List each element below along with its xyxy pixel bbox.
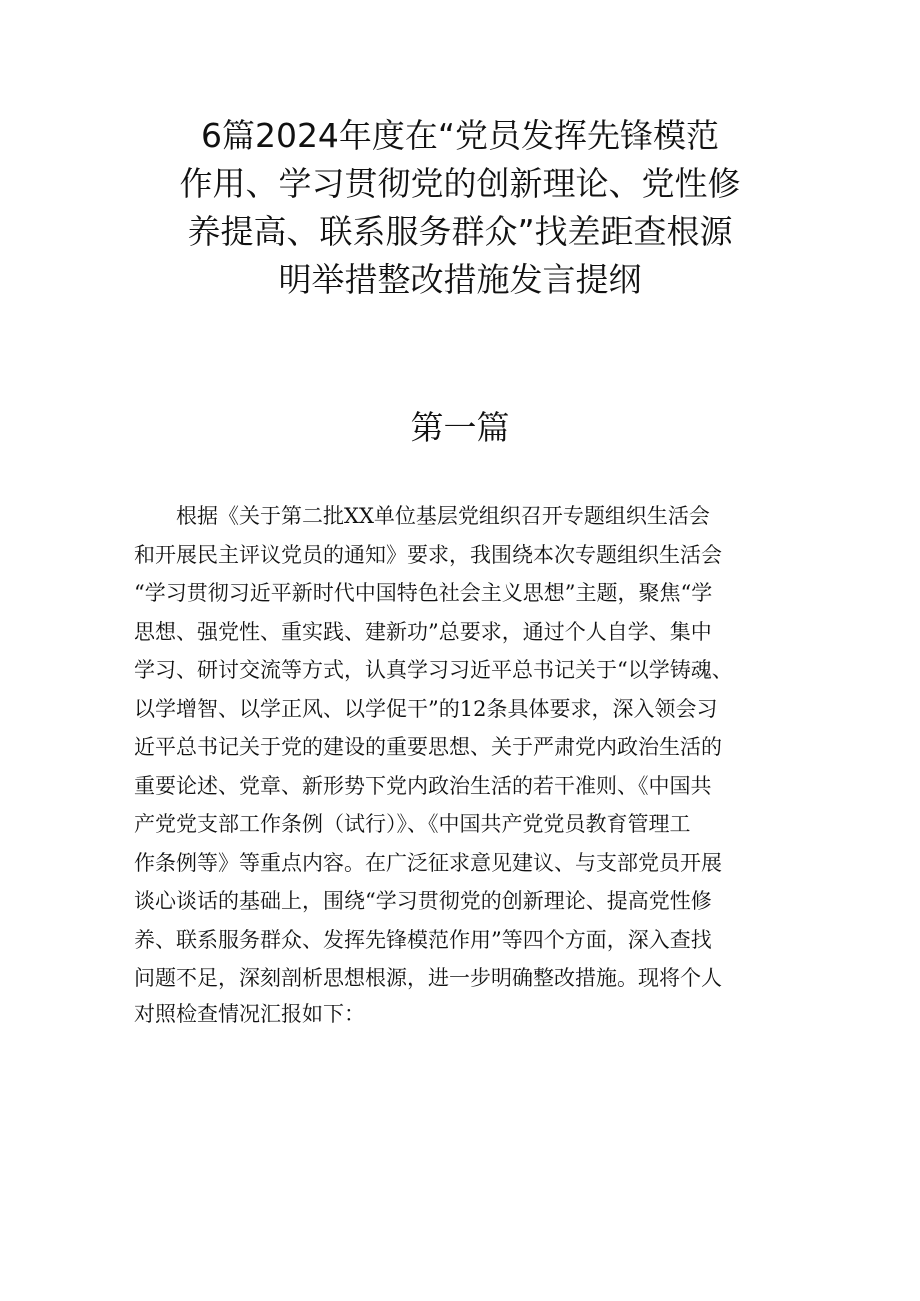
title-line: 6篇2024年度在“党员发挥先锋模范: [200, 116, 720, 155]
title-line: 明举措整改措施发言提纲: [278, 260, 642, 299]
paragraph-line: 问题不足，深刻剖析思想根源，进一步明确整改措施。现将个人: [134, 966, 722, 990]
paragraph-line: 产党党支部工作条例（试行）》、《中国共产党党员教育管理工: [134, 812, 691, 836]
paragraph-line: 养、联系服务群众、发挥先锋模范作用”等四个方面，深入查找: [134, 927, 712, 952]
title-line: 作用、学习贯彻党的创新理论、党性修: [179, 164, 741, 203]
paragraph-line: 和开展民主评议党员的通知》要求，我围绕本次专题组织生活会: [134, 542, 722, 567]
paragraph-line: 以学增智、以学正风、以学促干”的12条具体要求，深入领会习: [134, 696, 718, 721]
paragraph-line: 学习、研讨交流等方式，认真学习习近平总书记关于“以学铸魂、: [134, 658, 733, 682]
paragraph-line: 对照检查情况汇报如下：: [134, 1001, 365, 1026]
paragraph-line: 作条例等》等重点内容。在广泛征求意见建议、与支部党员开展: [134, 850, 722, 875]
document-title: [110, 112, 810, 304]
body-paragraph: [134, 497, 824, 1033]
paragraph-line: 近平总书记关于党的建设的重要思想、关于严肃党内政治生活的: [134, 735, 722, 759]
paragraph-line: “学习贯彻习近平新时代中国特色社会主义思想”主题，聚焦“学: [134, 581, 713, 605]
section-heading: 第一篇: [410, 408, 510, 447]
paragraph-line: 思想、强党性、重实践、建新功”总要求，通过个人自学、集中: [134, 619, 712, 644]
paragraph-line: 重要论述、党章、新形势下党内政治生活的若干准则、《中国共: [134, 773, 712, 798]
title-line: 养提高、联系服务群众”找差距查根源: [187, 212, 733, 251]
paragraph-line: 根据《关于第二批XX单位基层党组织召开专题组织生活会: [176, 504, 710, 528]
paragraph-line: 谈心谈话的基础上，围绕“学习贯彻党的创新理论、提高党性修: [134, 889, 712, 913]
